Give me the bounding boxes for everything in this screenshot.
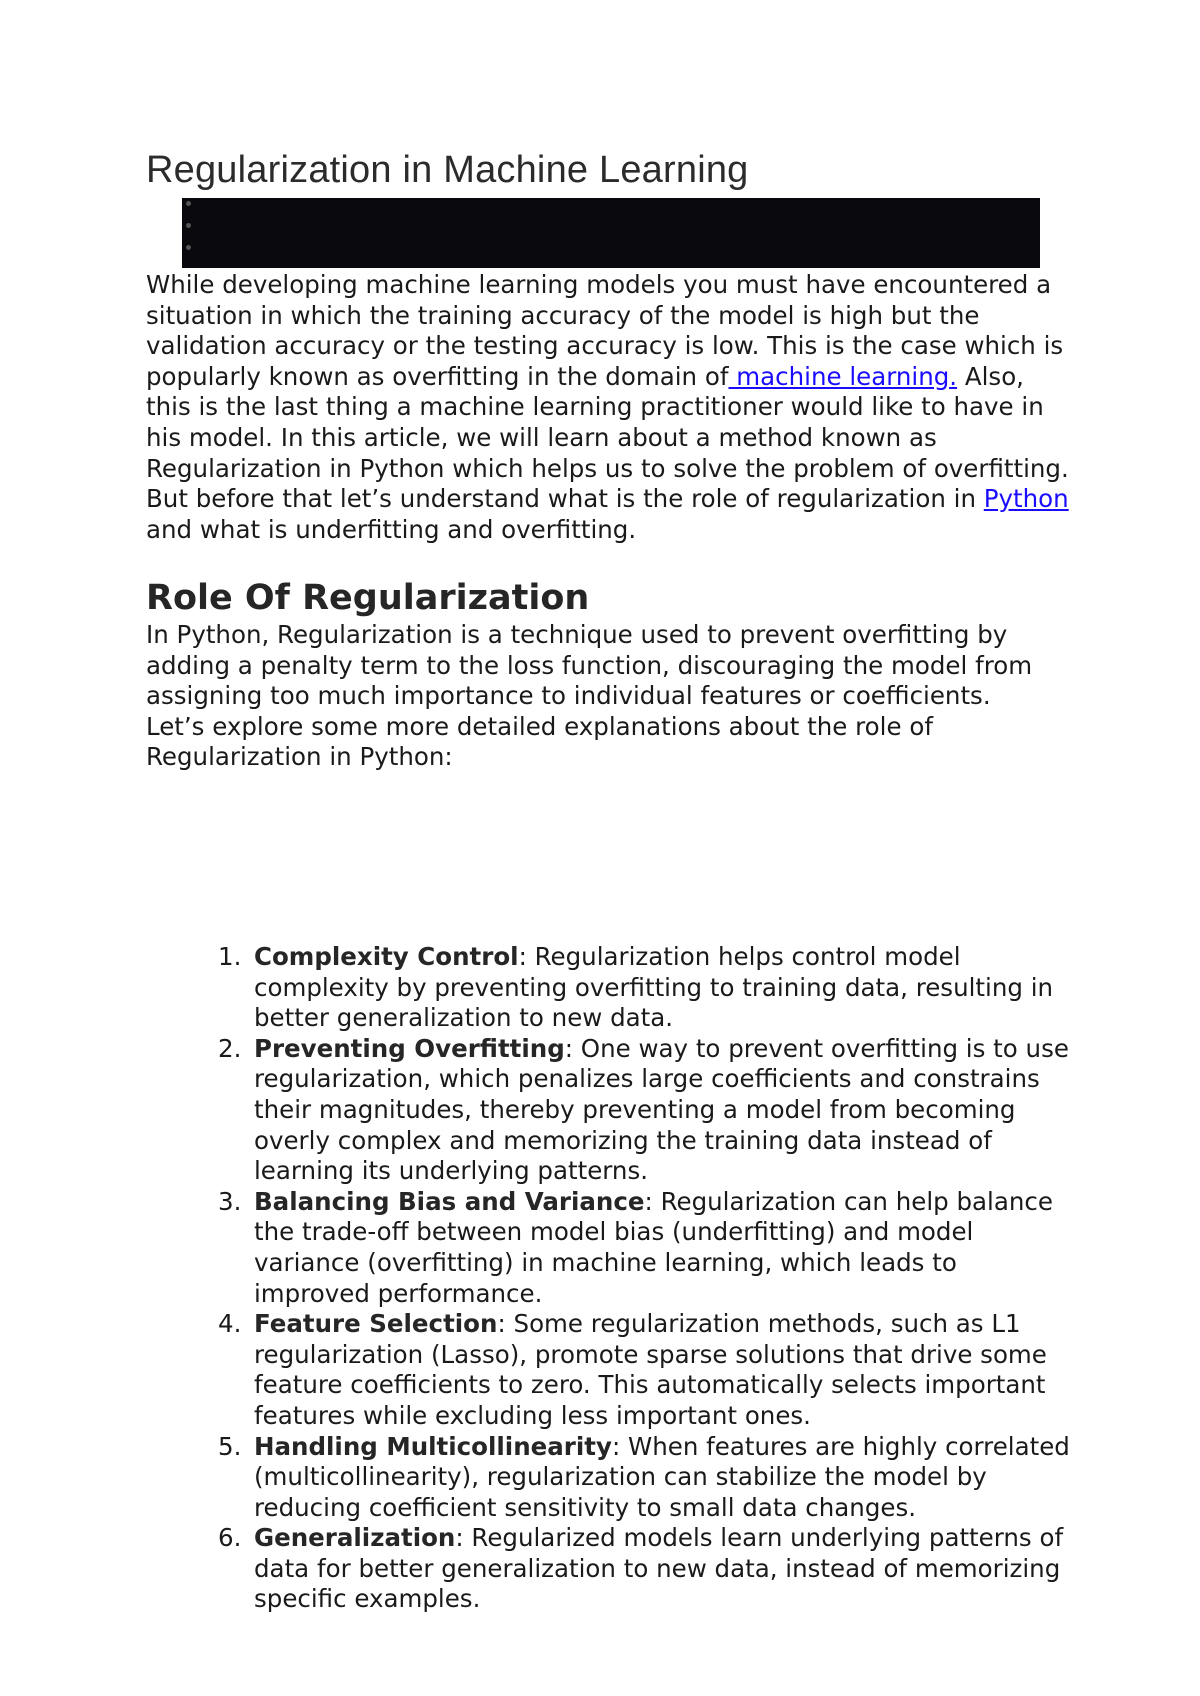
redacted-bar [182, 198, 1040, 268]
role-list [146, 942, 1076, 1615]
bullet-dot [186, 201, 191, 206]
list-number: 1. [218, 942, 242, 971]
list-item [146, 1432, 1076, 1524]
list-item [146, 1187, 1076, 1309]
list-text: : Some regularization methods, such as L1 regularization (Lasso), promote sparse solutions that drive some feature coefficients to zero. This automatically selects important features while excluding less important ones. [254, 1309, 1047, 1430]
list-item [146, 942, 1076, 1034]
section-body [146, 620, 1076, 773]
list-term: Balancing Bias and Variance [254, 1186, 645, 1216]
list-term: Generalization [254, 1523, 456, 1553]
document-page [146, 142, 1076, 1614]
list-number: 3. [218, 1186, 242, 1216]
list-term: Complexity Control [254, 942, 519, 971]
list-text: : Regularization helps control model complexity by preventing overfitting to training data, resulting in better generalization to new data. [254, 942, 1054, 1033]
list-item [146, 1034, 1076, 1187]
list-number: 2. [218, 1033, 242, 1063]
bullet-dot [186, 245, 191, 250]
section-heading: Role Of Regularization [146, 578, 590, 618]
list-number: 5. [218, 1431, 242, 1461]
list-text: : Regularized models learn underlying patterns of data for better generalization to new data, instead of memorizing specific examples. [254, 1523, 1064, 1614]
intro-text-2: Also, this is the last thing a machine learning practitioner would like to have in his model. In this article, we will learn about a method known as Regularization in Python which helps us to solve the problem of overfitting. But before that let’s understand what is the role of regularization in [146, 361, 1069, 514]
list-number: 4. [218, 1309, 242, 1339]
bullet-dot [186, 223, 191, 228]
section-paragraph-1: In Python, Regularization is a technique used to prevent overfitting by adding a penalty term to the loss function, discouraging the model from assigning too much importance to individual features or coefficients. [146, 620, 1033, 711]
list-term: Feature Selection [254, 1309, 498, 1339]
list-item [146, 1309, 1076, 1431]
section-paragraph-2: Let’s explore some more detailed explanations about the role of Regularization in Python: [146, 711, 933, 772]
bullet-dots [184, 198, 194, 268]
intro-text-1: While developing machine learning models you must have encountered a situation in which the training accuracy of the model is high but the validation accuracy or the testing accuracy is low. This is the case which is popularly known as overfitting in the domain of [146, 270, 1064, 391]
list-item [146, 1523, 1076, 1615]
page-title: Regularization in Machine Learning [146, 149, 749, 191]
list-number: 6. [218, 1523, 242, 1553]
list-text: : Regularization can help balance the trade-off between model bias (underfitting) and model variance (overfitting) in machine learning, which leads to improved performance. [254, 1186, 1053, 1308]
intro-paragraph [146, 270, 1076, 545]
machine-learning-link[interactable]: machine learning. [728, 361, 958, 391]
list-text: : One way to prevent overfitting is to use regularization, which penalizes large coefficients and constrains their magnitudes, thereby preventing a model from becoming overly complex and memorizing the training data instead of learning its underlying patterns. [254, 1033, 1069, 1186]
list-term: Preventing Overfitting [254, 1033, 565, 1063]
python-link[interactable]: Python [983, 484, 1069, 514]
list-term: Handling Multicollinearity [254, 1431, 612, 1461]
intro-text-3: and what is underfitting and overfitting. [146, 514, 637, 544]
list-text: : When features are highly correlated (multicollinearity), regularization can stabilize the model by reducing coefficient sensitivity to small data changes. [254, 1431, 1070, 1522]
